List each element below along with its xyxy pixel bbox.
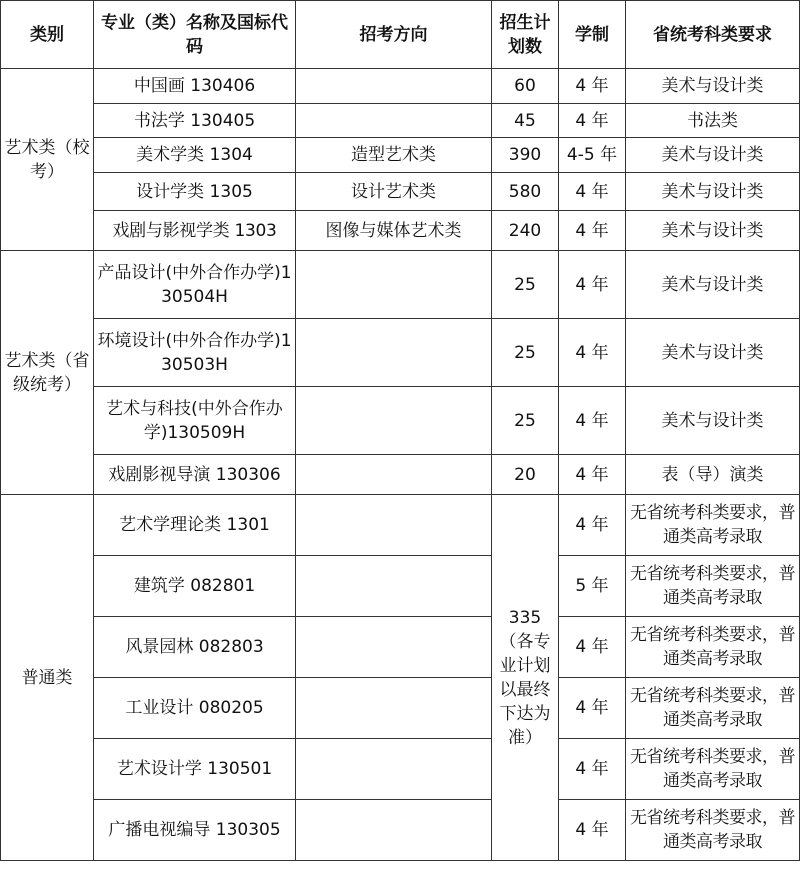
plan-cell: 390	[492, 138, 559, 173]
table-row	[1, 678, 800, 739]
direction-cell: 造型艺术类	[296, 138, 492, 173]
direction-cell	[296, 251, 492, 319]
direction-cell: 图像与媒体艺术类	[296, 211, 492, 251]
direction-cell	[296, 387, 492, 455]
direction-cell	[296, 104, 492, 138]
major-cell: 风景园林 082803	[94, 617, 296, 678]
major-cell: 中国画 130406	[94, 69, 296, 104]
header-plan: 招生计划数	[492, 1, 559, 69]
plan-cell: 240	[492, 211, 559, 251]
major-cell: 设计学类 1305	[94, 173, 296, 211]
major-cell: 工业设计 080205	[94, 678, 296, 739]
major-cell: 产品设计(中外合作办学)130504H	[94, 251, 296, 319]
table-row	[1, 319, 800, 387]
direction-cell	[296, 455, 492, 495]
duration-cell: 4 年	[559, 319, 626, 387]
duration-cell: 4 年	[559, 211, 626, 251]
table-row	[1, 800, 800, 861]
header-category: 类别	[1, 1, 94, 69]
requirement-cell: 美术与设计类	[626, 387, 800, 455]
requirement-cell: 美术与设计类	[626, 173, 800, 211]
plan-cell: 25	[492, 251, 559, 319]
requirement-cell: 美术与设计类	[626, 69, 800, 104]
group-cell-general: 普通类	[1, 495, 94, 861]
major-cell: 环境设计(中外合作办学)130503H	[94, 319, 296, 387]
header-row	[1, 1, 800, 69]
major-cell: 戏剧与影视学类 1303	[94, 211, 296, 251]
direction-cell	[296, 556, 492, 617]
plan-cell: 580	[492, 173, 559, 211]
direction-cell	[296, 319, 492, 387]
plan-cell: 45	[492, 104, 559, 138]
duration-cell: 4 年	[559, 104, 626, 138]
plan-cell: 25	[492, 387, 559, 455]
duration-cell: 4 年	[559, 173, 626, 211]
major-cell: 艺术设计学 130501	[94, 739, 296, 800]
major-cell: 戏剧影视导演 130306	[94, 455, 296, 495]
plan-cell: 60	[492, 69, 559, 104]
duration-cell: 4 年	[559, 678, 626, 739]
direction-cell	[296, 739, 492, 800]
duration-cell: 4 年	[559, 739, 626, 800]
major-cell: 书法学 130405	[94, 104, 296, 138]
duration-cell: 4-5 年	[559, 138, 626, 173]
header-duration: 学制	[559, 1, 626, 69]
table-row	[1, 173, 800, 211]
duration-cell: 4 年	[559, 617, 626, 678]
requirement-cell: 无省统考科类要求，普通类高考录取	[626, 495, 800, 556]
header-direction: 招考方向	[296, 1, 492, 69]
duration-cell: 5 年	[559, 556, 626, 617]
direction-cell	[296, 617, 492, 678]
requirement-cell: 无省统考科类要求，普通类高考录取	[626, 800, 800, 861]
direction-cell	[296, 800, 492, 861]
requirement-cell: 无省统考科类要求，普通类高考录取	[626, 556, 800, 617]
duration-cell: 4 年	[559, 495, 626, 556]
requirement-cell: 无省统考科类要求，普通类高考录取	[626, 678, 800, 739]
duration-cell: 4 年	[559, 387, 626, 455]
header-major: 专业（类）名称及国标代码	[94, 1, 296, 69]
table-row	[1, 69, 800, 104]
duration-cell: 4 年	[559, 251, 626, 319]
group-cell-school-exam: 艺术类（校考）	[1, 69, 94, 251]
direction-cell	[296, 678, 492, 739]
table-row	[1, 455, 800, 495]
group-cell-provincial-exam: 艺术类（省级统考）	[1, 251, 94, 495]
major-cell: 艺术学理论类 1301	[94, 495, 296, 556]
direction-cell: 设计艺术类	[296, 173, 492, 211]
major-cell: 广播电视编导 130305	[94, 800, 296, 861]
major-cell: 建筑学 082801	[94, 556, 296, 617]
duration-cell: 4 年	[559, 800, 626, 861]
plan-cell: 20	[492, 455, 559, 495]
direction-cell	[296, 495, 492, 556]
requirement-cell: 表（导）演类	[626, 455, 800, 495]
requirement-cell: 无省统考科类要求，普通类高考录取	[626, 739, 800, 800]
duration-cell: 4 年	[559, 455, 626, 495]
major-cell: 美术学类 1304	[94, 138, 296, 173]
requirement-cell: 无省统考科类要求，普通类高考录取	[626, 617, 800, 678]
requirement-cell: 美术与设计类	[626, 211, 800, 251]
table-row	[1, 495, 800, 556]
duration-cell: 4 年	[559, 69, 626, 104]
plan-cell: 25	[492, 319, 559, 387]
requirement-cell: 美术与设计类	[626, 319, 800, 387]
requirement-cell: 书法类	[626, 104, 800, 138]
table-row	[1, 556, 800, 617]
major-cell: 艺术与科技(中外合作办学)130509H	[94, 387, 296, 455]
requirement-cell: 美术与设计类	[626, 138, 800, 173]
table-row	[1, 739, 800, 800]
table-row	[1, 251, 800, 319]
table-row	[1, 138, 800, 173]
table-row	[1, 104, 800, 138]
table-row	[1, 617, 800, 678]
general-plan-cell: 335（各专业计划以最终下达为准）	[492, 495, 559, 861]
header-requirement: 省统考科类要求	[626, 1, 800, 69]
direction-cell	[296, 69, 492, 104]
table-row	[1, 387, 800, 455]
table-row	[1, 211, 800, 251]
requirement-cell: 美术与设计类	[626, 251, 800, 319]
